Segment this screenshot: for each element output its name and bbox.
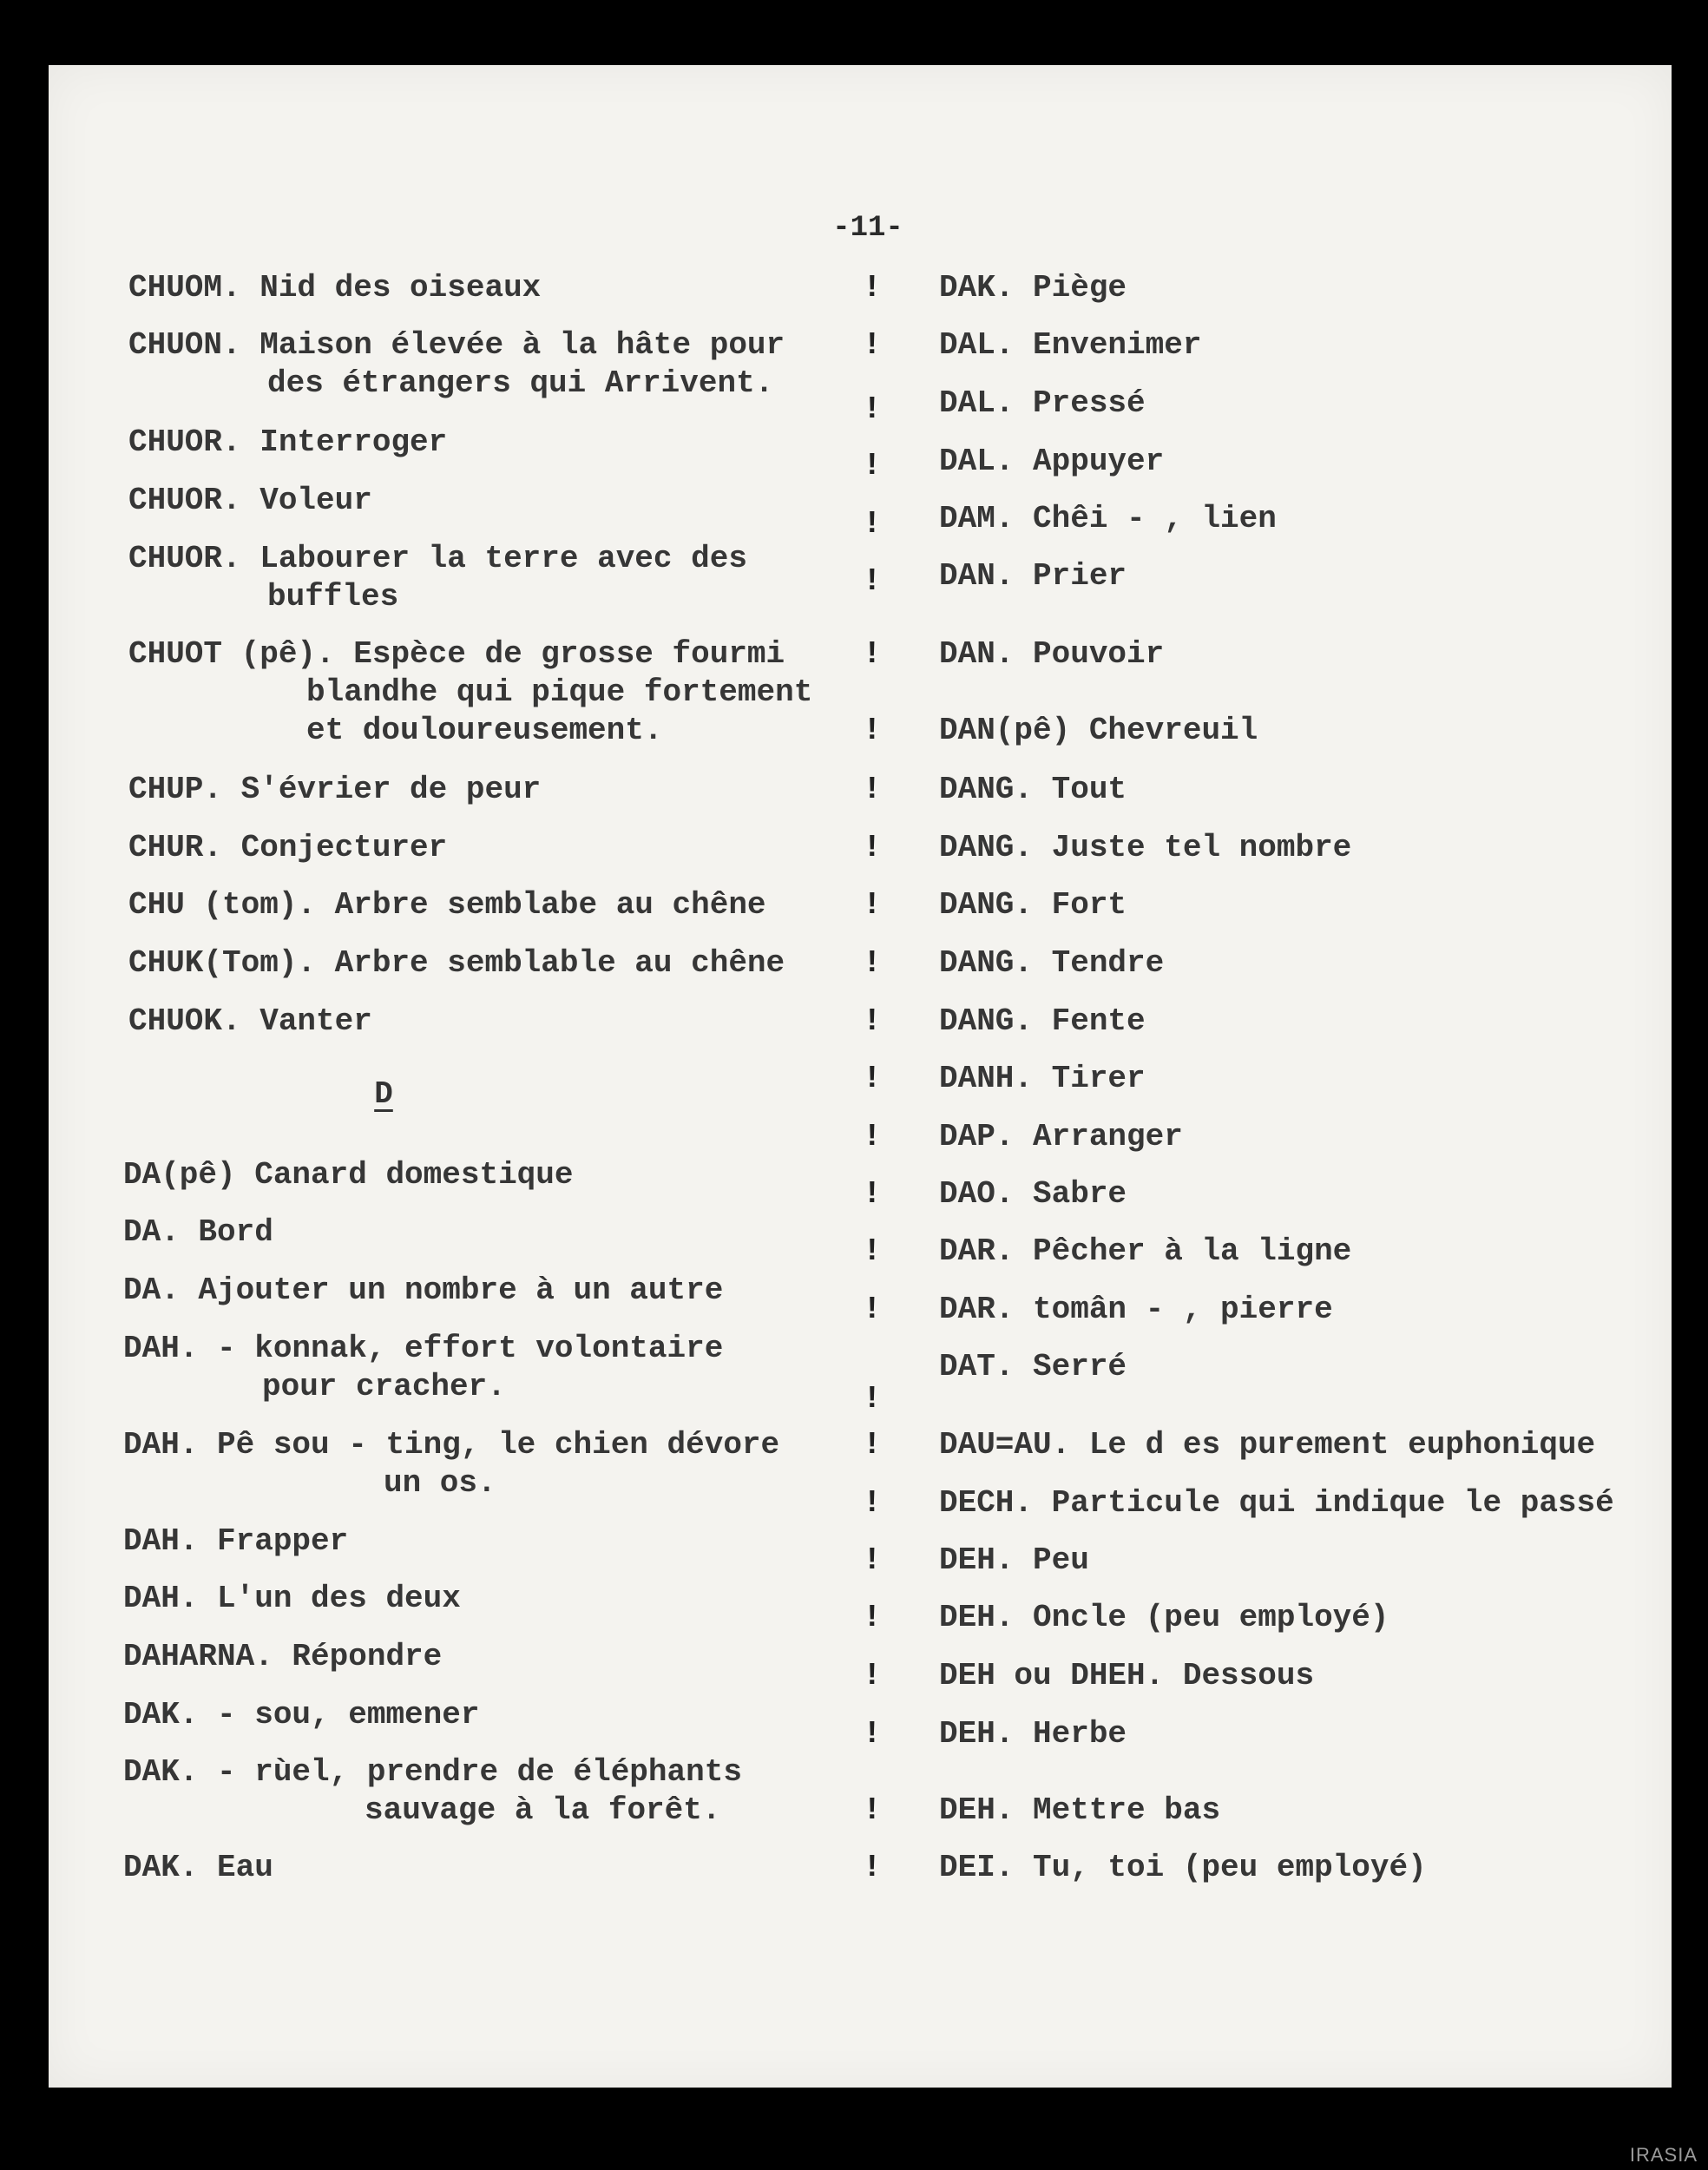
column-separator-mark: !: [863, 563, 882, 599]
right-entry: DANG. Fente: [939, 1003, 1146, 1039]
page-number: -11-: [832, 212, 903, 245]
column-separator-mark: !: [863, 1792, 882, 1828]
right-entry: DAO. Sabre: [939, 1176, 1127, 1212]
column-separator-mark: !: [863, 448, 882, 483]
left-entry: [128, 829, 447, 867]
right-entry: DAU=AU. Le d es purement euphonique: [939, 1427, 1596, 1463]
entry-headline: CHUK(Tom). Arbre semblable au chêne: [128, 945, 785, 981]
right-entry: DAN. Pouvoir: [939, 636, 1165, 672]
right-entry: DAR. tomân - , pierre: [939, 1292, 1333, 1327]
entry-continuation: des étrangers qui Arrivent.: [267, 365, 774, 401]
column-separator-mark: !: [863, 1427, 882, 1463]
left-entry: [123, 1849, 273, 1887]
left-entry: [128, 1003, 372, 1041]
column-separator-mark: !: [863, 1716, 882, 1752]
column-separator-mark: !: [863, 1600, 882, 1635]
right-entry: DAT. Serré: [939, 1349, 1127, 1384]
column-separator-mark: !: [863, 506, 882, 542]
section-heading-d: D: [374, 1076, 393, 1112]
right-entry: DANG. Tendre: [939, 945, 1165, 981]
entry-headline: DAH. Frapper: [123, 1523, 349, 1559]
right-entry: DANG. Fort: [939, 887, 1127, 923]
entry-headline: DAK. - rùel, prendre de éléphants: [123, 1754, 742, 1790]
right-entry: DANG. Tout: [939, 772, 1127, 807]
entry-continuation: buffles: [267, 579, 399, 615]
left-entry: [128, 944, 785, 983]
left-entry: [128, 424, 447, 462]
left-entry: [128, 886, 766, 924]
right-entry: DAK. Piège: [939, 270, 1127, 306]
right-entry: DEH ou DHEH. Dessous: [939, 1658, 1315, 1693]
left-entry: [123, 1753, 742, 1830]
column-separator-mark: !: [863, 830, 882, 865]
entry-headline: DAH. Pê sou - ting, le chien dévore: [123, 1427, 780, 1463]
entry-headline: CHUOK. Vanter: [128, 1003, 372, 1039]
entry-headline: CHUON. Maison élevée à la hâte pour: [128, 327, 785, 363]
right-entry: DANH. Tirer: [939, 1061, 1146, 1096]
entry-headline: CHU (tom). Arbre semblabe au chêne: [128, 887, 766, 923]
left-entry: [128, 635, 812, 750]
entry-headline: CHUP. S'évrier de peur: [128, 772, 542, 807]
column-separator-mark: !: [863, 1381, 882, 1417]
right-entry: DAL. Envenimer: [939, 327, 1202, 363]
entry-headline: CHUOR. Voleur: [128, 483, 372, 518]
entry-headline: CHUOT (pê). Espèce de grosse fourmi: [128, 636, 785, 672]
right-entry: DANG. Juste tel nombre: [939, 830, 1352, 865]
column-separator-mark: !: [863, 1003, 882, 1039]
entry-headline: CHUOR. Interroger: [128, 424, 448, 460]
left-entry: [123, 1522, 348, 1561]
column-separator-mark: !: [863, 1658, 882, 1693]
left-entry: [128, 482, 372, 520]
right-entry: DAN(pê) Chevreuil: [939, 713, 1258, 748]
right-entry: DECH. Particule qui indique le passé: [939, 1485, 1614, 1521]
right-entry: DAN. Prier: [939, 558, 1127, 594]
column-separator-mark: !: [863, 1292, 882, 1327]
column-separator-mark: !: [863, 1061, 882, 1096]
right-entry: DEI. Tu, toi (peu employé): [939, 1850, 1427, 1885]
left-entry: [123, 1580, 461, 1618]
column-separator-mark: !: [863, 1485, 882, 1521]
column-separator-mark: !: [863, 1850, 882, 1885]
right-entry: DEH. Peu: [939, 1542, 1089, 1578]
left-entry: [123, 1638, 442, 1676]
right-entry: DEH. Herbe: [939, 1716, 1127, 1752]
column-separator-mark: !: [863, 887, 882, 923]
right-entry: DAM. Chêi - , lien: [939, 501, 1277, 536]
left-entry: [128, 771, 541, 809]
left-entry: [123, 1213, 273, 1252]
entry-continuation: sauvage à la forêt.: [365, 1792, 721, 1828]
entry-headline: DAK. - sou, emmener: [123, 1697, 480, 1733]
column-separator-mark: !: [863, 1542, 882, 1578]
entry-continuation: blandhe qui pique fortement: [306, 674, 813, 710]
left-entry: [128, 540, 747, 616]
column-separator-mark: !: [863, 636, 882, 672]
column-separator-mark: !: [863, 772, 882, 807]
entry-continuation: et douloureusement.: [306, 713, 663, 748]
entry-headline: DA(pê) Canard domestique: [123, 1157, 574, 1193]
entry-headline: CHUOM. Nid des oiseaux: [128, 270, 542, 306]
right-entry: DAP. Arranger: [939, 1119, 1183, 1154]
right-entry: DEH. Mettre bas: [939, 1792, 1221, 1828]
entry-headline: CHUR. Conjecturer: [128, 830, 448, 865]
left-entry: [123, 1156, 573, 1194]
left-entry: [123, 1272, 723, 1310]
right-entry: DAL. Pressé: [939, 385, 1146, 421]
column-separator-mark: !: [863, 713, 882, 748]
right-entry: DAR. Pêcher à la ligne: [939, 1233, 1352, 1269]
left-entry: [128, 269, 541, 307]
watermark: IRASIA: [1629, 2144, 1698, 2166]
column-separator-mark: !: [863, 270, 882, 306]
left-entry: [123, 1330, 723, 1406]
column-separator-mark: !: [863, 327, 882, 363]
column-separator-mark: !: [863, 1233, 882, 1269]
column-separator-mark: !: [863, 1176, 882, 1212]
entry-headline: DAHARNA. Répondre: [123, 1639, 443, 1674]
column-separator-mark: !: [863, 1119, 882, 1154]
entry-continuation: pour cracher.: [262, 1369, 506, 1404]
entry-headline: DA. Ajouter un nombre à un autre: [123, 1272, 724, 1308]
entry-headline: DAH. - konnak, effort volontaire: [123, 1331, 724, 1366]
column-separator-mark: !: [863, 391, 882, 427]
right-entry: DEH. Oncle (peu employé): [939, 1600, 1389, 1635]
column-separator-mark: !: [863, 945, 882, 981]
entry-headline: CHUOR. Labourer la terre avec des: [128, 541, 747, 576]
entry-headline: DA. Bord: [123, 1214, 273, 1250]
left-entry: [123, 1426, 779, 1503]
left-entry: [123, 1696, 479, 1734]
left-entry: [128, 326, 785, 403]
right-entry: DAL. Appuyer: [939, 444, 1165, 479]
entry-headline: DAH. L'un des deux: [123, 1581, 461, 1616]
entry-headline: DAK. Eau: [123, 1850, 273, 1885]
entry-continuation: un os.: [384, 1465, 496, 1501]
